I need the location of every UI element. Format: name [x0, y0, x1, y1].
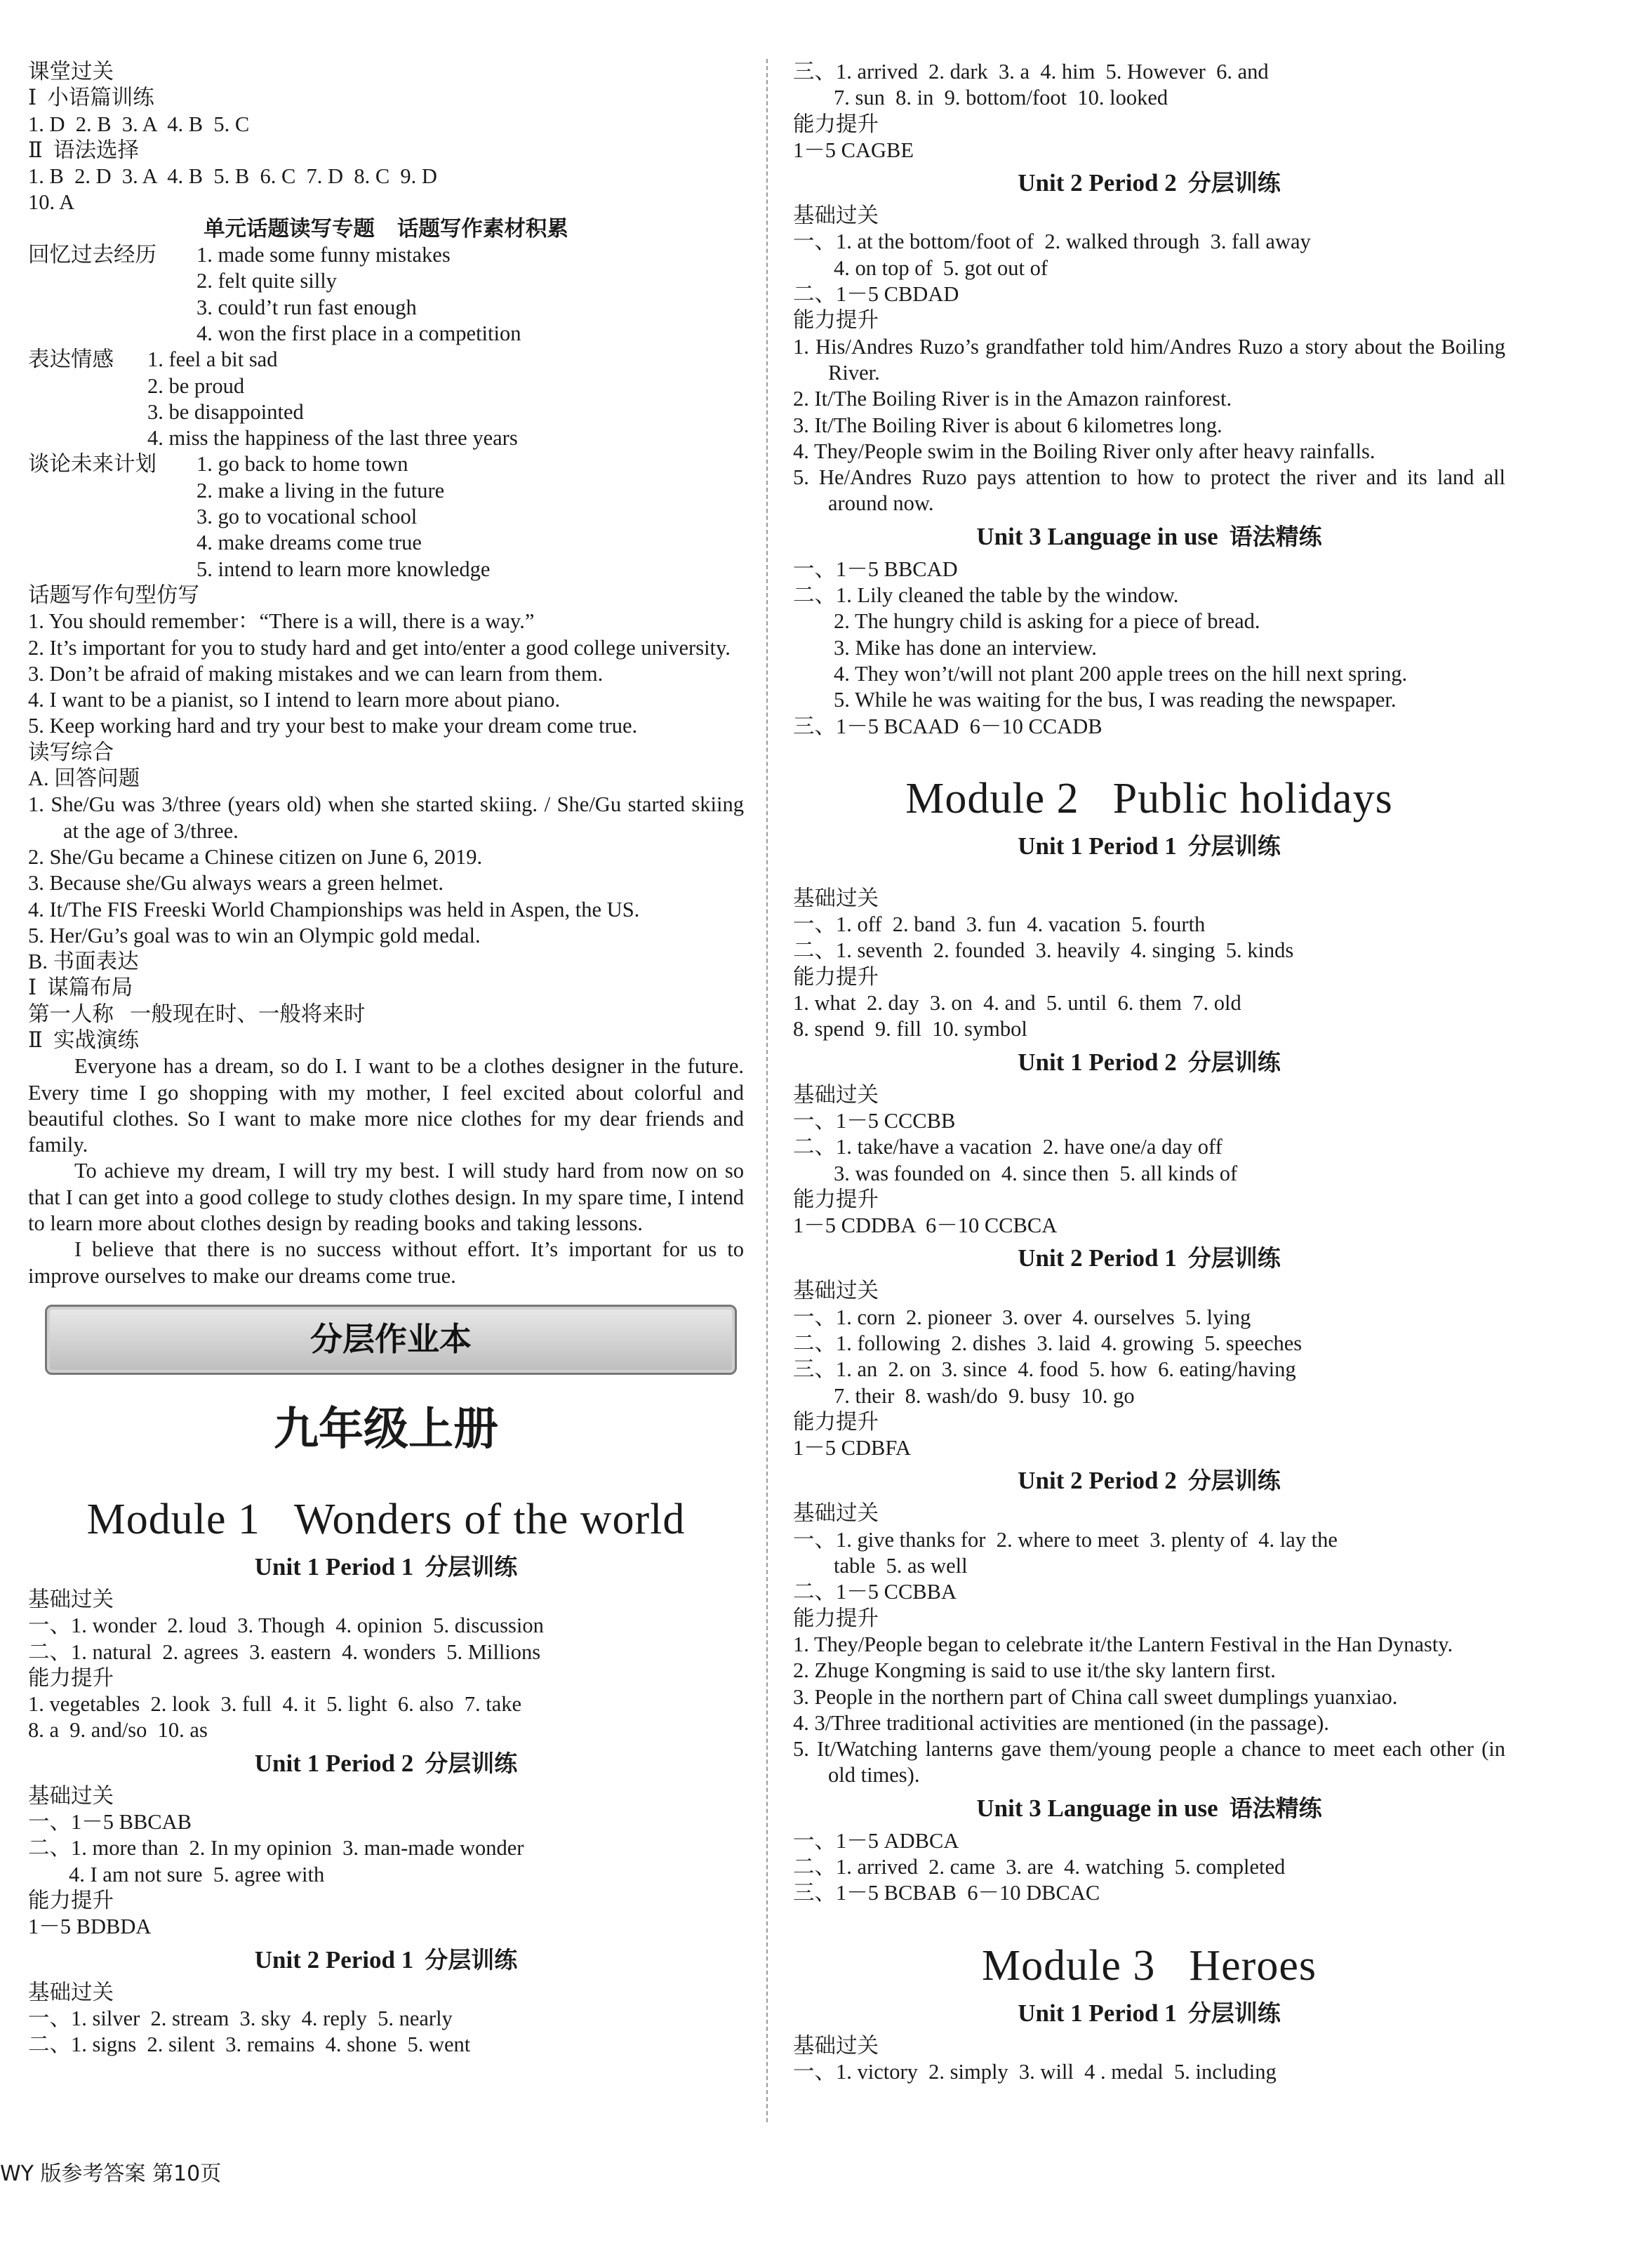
material-item: 2. make a living in the future	[196, 478, 445, 502]
material-recall	[28, 242, 744, 347]
answer-line: 一、1. at the bottom/foot of 2. walked through 3. fall away	[793, 229, 1311, 254]
module-title	[28, 1491, 744, 1547]
module-name: Wonders of the world	[293, 1495, 686, 1543]
answer-line: 7. sun 8. in 9. bottom/foot 10. looked	[834, 86, 1168, 110]
section-heading: 能力提升	[793, 308, 879, 333]
answer-line: 2. The hungry child is asking for a piece of bread.	[834, 609, 1260, 634]
section-heading: 读写综合	[28, 740, 114, 764]
section-heading: 话题写作句型仿写	[28, 583, 199, 607]
module-title	[793, 771, 1505, 827]
answer-line: 1－5 CDDBA 6－10 CCBCA	[793, 1213, 1058, 1238]
answer-item: 2. Zhuge Kongming is said to use it/the sky lantern first.	[793, 1658, 1276, 1683]
section-heading: 基础过关	[793, 1279, 879, 1303]
section-heading: 能力提升	[793, 1606, 879, 1630]
module-number: Module 3	[982, 1941, 1156, 1990]
section-heading: 基础过关	[793, 204, 879, 228]
answer-item: 4. It/The FIS Freeski World Championships was held in Aspen, the US.	[28, 897, 640, 921]
pattern-item: 1. You should remember：“There is a will, there is a way.”	[28, 609, 535, 634]
material-item: 2. felt quite silly	[196, 269, 337, 293]
material-item: 3. be disappointed	[147, 399, 304, 424]
subsection-heading: B. 书面表达	[28, 950, 139, 974]
material-item: 4. miss the happiness of the last three years	[147, 426, 518, 451]
subsection-heading: Ⅱ 语法选择	[28, 138, 139, 162]
unit-heading: Unit 1 Period 2 分层训练	[254, 1749, 518, 1777]
answer-line: 一、1. off 2. band 3. fun 4. vacation 5. fourth	[793, 912, 1206, 937]
answer-line: 一、1－5 ADBCA	[793, 1828, 959, 1853]
section-heading: 基础过关	[793, 886, 879, 910]
column-divider	[766, 59, 768, 2122]
answer-line: 4. I am not sure 5. agree with	[69, 1862, 325, 1886]
section-heading: 能力提升	[28, 1888, 114, 1912]
material-item: 5. intend to learn more knowledge	[196, 557, 491, 581]
answer-line: 二、1. take/have a vacation 2. have one/a day off	[793, 1135, 1223, 1159]
section-heading: 能力提升	[793, 112, 879, 136]
subsection-heading: Ⅰ 谋篇布局	[28, 976, 133, 1000]
page-footer: WY 版参考答案 第10页	[0, 2162, 222, 2186]
answer-line: 4. They won’t/will not plant 200 apple trees on the hill next spring.	[834, 661, 1408, 686]
material-item: 2. be proud	[147, 373, 245, 398]
answer-line: 3. was founded on 4. since then 5. all kinds of	[834, 1161, 1238, 1185]
section-heading: 基础过关	[793, 1082, 879, 1107]
answer-item: 3. Because she/Gu always wears a green helmet.	[28, 871, 444, 896]
answer-line: 一、1. wonder 2. loud 3. Though 4. opinion 5. discussion	[28, 1613, 544, 1638]
pattern-item: 3. Don’t be afraid of making mistakes and we can learn from them.	[28, 661, 604, 686]
left-column	[28, 59, 744, 2058]
answer-item: 1. She/Gu was 3/three (years old) when she started skiing. / She/Gu started skiing at the age of 3/three.	[28, 792, 744, 843]
unit-heading: Unit 2 Period 2 分层训练	[1018, 1467, 1281, 1495]
answer-item: 5. It/Watching lanterns gave them/young people a chance to meet each other (in old times).	[793, 1737, 1505, 1788]
material-label: 表达情感	[28, 347, 114, 372]
answer-line: 三、1－5 BCAAD 6－10 CCADB	[793, 714, 1103, 738]
unit-heading: Unit 3 Language in use 语法精练	[976, 1794, 1322, 1822]
answer-line: 一、1－5 BBCAB	[28, 1810, 192, 1835]
material-emotion	[28, 347, 744, 451]
module-number: Module 2	[905, 774, 1079, 823]
section-heading: 能力提升	[793, 1409, 879, 1434]
unit-heading: Unit 2 Period 1 分层训练	[254, 1945, 518, 1973]
answer-line: table 5. as well	[834, 1554, 968, 1578]
module-number: Module 1	[86, 1495, 260, 1543]
unit-heading: Unit 1 Period 1 分层训练	[1018, 832, 1281, 860]
module-title	[793, 1938, 1505, 1994]
answer-line: 一、1. victory 2. simply 3. will 4 . medal 5. including	[793, 2059, 1277, 2084]
answer-line: 二、1. seventh 2. founded 3. heavily 4. singing 5. kinds	[793, 938, 1294, 963]
answer-item: 2. She/Gu became a Chinese citizen on June 6, 2019.	[28, 844, 483, 869]
answer-line: 二、1. more than 2. In my opinion 3. man-made wonder	[28, 1836, 524, 1860]
material-future	[28, 451, 744, 582]
material-label: 谈论未来计划	[28, 452, 156, 477]
material-item: 1. made some funny mistakes	[196, 243, 451, 267]
section-heading: 课堂过关	[28, 60, 114, 84]
section-heading: 基础过关	[28, 1587, 114, 1611]
essay-paragraph: Everyone has a dream, so do I. I want to be a clothes designer in the future. Every time I go shopping with my mother, I feel excited about colorful and beautiful clothes. So I want to make more nice clothes for my dear friends and family.	[28, 1054, 744, 1157]
answer-item: 3. People in the northern part of China call sweet dumplings yuanxiao.	[793, 1684, 1398, 1709]
answer-line: 三、1. an 2. on 3. since 4. food 5. how 6. eating/having	[793, 1357, 1296, 1382]
answer-line: 二、1. signs 2. silent 3. remains 4. shone 5. went	[28, 2032, 471, 2057]
section-heading: 基础过关	[28, 1783, 114, 1808]
material-item: 1. feel a bit sad	[147, 347, 278, 372]
subsection-heading: Ⅱ 实战演练	[28, 1027, 139, 1052]
answer-line: 1. D 2. B 3. A 4. B 5. C	[28, 112, 250, 136]
unit-heading: Unit 1 Period 1 分层训练	[254, 1552, 518, 1580]
answer-item: 2. It/The Boiling River is in the Amazon rainforest.	[793, 387, 1232, 411]
answer-item: 5. Her/Gu’s goal was to win an Olympic gold medal.	[28, 923, 481, 947]
section-heading: 能力提升	[28, 1665, 114, 1690]
answer-line: 二、1. following 2. dishes 3. laid 4. growing 5. speeches	[793, 1331, 1303, 1355]
unit-heading: Unit 2 Period 2 分层训练	[1018, 169, 1281, 197]
answer-line: 二、1－5 CBDAD	[793, 282, 959, 307]
material-label: 回忆过去经历	[28, 243, 156, 267]
answer-line: 二、1. natural 2. agrees 3. eastern 4. wonders 5. Millions	[28, 1639, 541, 1664]
section-heading: 能力提升	[793, 1187, 879, 1211]
unit-heading: Unit 1 Period 2 分层训练	[1018, 1048, 1281, 1076]
answer-line: 1. what 2. day 3. on 4. and 5. until 6. them 7. old	[793, 991, 1241, 1016]
answer-item: 1. His/Andres Ruzo’s grandfather told him/Andres Ruzo a story about the Boiling River.	[793, 334, 1505, 385]
answer-line: 1－5 CDBFA	[793, 1436, 912, 1460]
answer-item: 1. They/People began to celebrate it/the Lantern Festival in the Han Dynasty.	[793, 1632, 1453, 1656]
answer-line: 8. spend 9. fill 10. symbol	[793, 1017, 1027, 1041]
answer-line: 1. vegetables 2. look 3. full 4. it 5. light 6. also 7. take	[28, 1692, 522, 1717]
unit-heading: Unit 1 Period 1 分层训练	[1018, 1999, 1281, 2027]
subsection-heading: A. 回答问题	[28, 766, 140, 791]
unit-heading: Unit 3 Language in use 语法精练	[976, 522, 1322, 550]
essay-paragraph: To achieve my dream, I will try my best. I will study hard from now on so that I can get into a good college to study clothes design. In my spare time, I intend to learn more about clothes design by reading books and taking lessons.	[28, 1159, 744, 1236]
answer-line: 二、1. arrived 2. came 3. are 4. watching 5. completed	[793, 1855, 1286, 1879]
pattern-item: 4. I want to be a pianist, so I intend to learn more about piano.	[28, 688, 561, 712]
answer-line: 1. B 2. D 3. A 4. B 5. B 6. C 7. D 8. C 9. D	[28, 164, 437, 189]
subsection-heading: Ⅰ 小语篇训练	[28, 86, 154, 110]
answer-line: 二、1－5 CCBBA	[793, 1580, 957, 1604]
answer-line: 一、1－5 CCCBB	[793, 1108, 956, 1133]
module-name: Public holidays	[1112, 774, 1393, 823]
answer-line: 7. their 8. wash/do 9. busy 10. go	[834, 1383, 1135, 1408]
topic-title: 单元话题读写专题 话题写作素材积累	[204, 216, 568, 241]
layout-line: 第一人称 一般现在时、一般将来时	[28, 1001, 366, 1026]
answer-line: 1－5 CAGBE	[793, 138, 914, 162]
pattern-item: 5. Keep working hard and try your best to make your dream come true.	[28, 714, 638, 738]
answer-line: 8. a 9. and/so 10. as	[28, 1718, 208, 1743]
material-item: 4. make dreams come true	[196, 531, 422, 555]
answer-line: 三、1－5 BCBAB 6－10 DBCAC	[793, 1881, 1100, 1905]
answer-line: 三、1. arrived 2. dark 3. a 4. him 5. However 6. and	[793, 60, 1269, 84]
answer-item: 5. He/Andres Ruzo pays attention to how to protect the river and its land all around now.	[793, 465, 1505, 516]
unit-heading: Unit 2 Period 1 分层训练	[1018, 1244, 1281, 1272]
right-column	[793, 59, 1505, 2085]
grade-title: 九年级上册	[274, 1403, 498, 1456]
answer-item: 3. It/The Boiling River is about 6 kilometres long.	[793, 413, 1223, 437]
material-item: 3. could’t run fast enough	[196, 295, 417, 319]
spacer	[793, 866, 1505, 886]
material-item: 4. won the first place in a competition	[196, 321, 521, 345]
section-heading: 基础过关	[793, 1501, 879, 1526]
material-item: 1. go back to home town	[196, 452, 408, 477]
answer-line: 10. A	[28, 190, 75, 215]
section-heading: 能力提升	[793, 964, 879, 989]
answer-line: 一、1. give thanks for 2. where to meet 3. plenty of 4. lay the	[793, 1527, 1338, 1552]
section-heading: 基础过关	[28, 1980, 114, 2004]
answer-line: 一、1. silver 2. stream 3. sky 4. reply 5. nearly	[28, 2006, 453, 2030]
answer-line: 1－5 BDBDA	[28, 1915, 152, 1939]
answer-line: 5. While he was waiting for the bus, I was reading the newspaper.	[834, 688, 1397, 712]
answer-line: 二、1. Lily cleaned the table by the window.	[793, 583, 1179, 608]
answer-line: 一、1. corn 2. pioneer 3. over 4. ourselves 5. lying	[793, 1305, 1251, 1329]
pattern-item: 2. It’s important for you to study hard and get into/enter a good college university.	[28, 635, 731, 660]
answer-line: 一、1－5 BBCAD	[793, 557, 958, 581]
essay-paragraph: I believe that there is no success without effort. It’s important for us to improve ourselves to make our dreams come true.	[28, 1237, 744, 1288]
answer-item: 4. 3/Three traditional activities are mentioned (in the passage).	[793, 1710, 1329, 1735]
material-item: 3. go to vocational school	[196, 505, 418, 529]
module-name: Heroes	[1189, 1941, 1317, 1990]
workbook-banner: 分层作业本	[45, 1305, 737, 1375]
answer-item: 4. They/People swim in the Boiling River only after heavy rainfalls.	[793, 439, 1375, 463]
answer-line: 4. on top of 5. got out of	[834, 255, 1048, 280]
answer-line: 3. Mike has done an interview.	[834, 635, 1097, 660]
section-heading: 基础过关	[793, 2033, 879, 2058]
